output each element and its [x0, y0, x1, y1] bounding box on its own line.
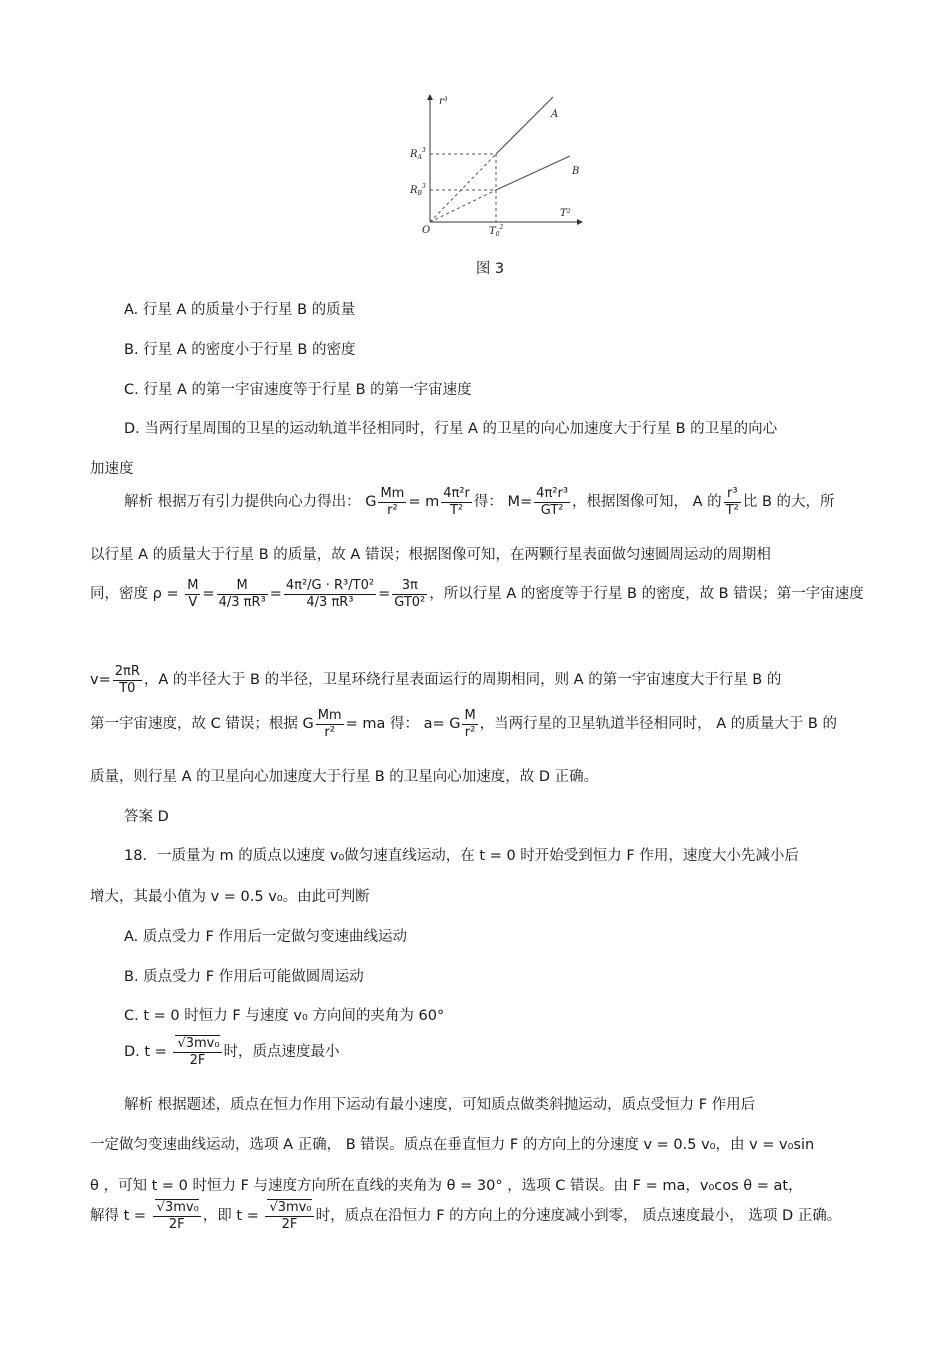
text: 解析 根据万有引力提供向心力得出： G [124, 494, 377, 511]
text: 解得 t = [90, 1208, 151, 1225]
text: 比 B 的大，所 [742, 494, 835, 511]
text: 同，密度 ρ = [90, 586, 184, 603]
q17-solution-line-5 [90, 708, 837, 740]
q17-option-b: B. 行星 A 的密度小于行星 B 的密度 [124, 342, 356, 358]
ra-label: $R_A^3$ [410, 147, 426, 161]
rb-label: $R_B^3$ [410, 183, 426, 197]
text: D. t = [124, 1044, 172, 1061]
q17-option-c: C. 行星 A 的第一宇宙速度等于行星 B 的第一宇宙速度 [124, 382, 472, 398]
q18-option-a: A. 质点受力 F 作用后一定做匀变速曲线运动 [124, 929, 407, 945]
text: 时，质点在沿恒力 F 的方向上的分速度减小到零， 质点速度最小， 选项 D 正确。 [315, 1208, 842, 1225]
line-b [496, 156, 570, 190]
fraction-time-1: $\frac{\text{√3mv₀}}{2F}$ [153, 1200, 201, 1232]
fraction-4pi2r-t2: $\frac{\text{4π²r}}{\text{T²}}$ [443, 486, 470, 518]
line-a [496, 97, 553, 154]
text: = ma 得： a= G [345, 716, 461, 733]
text: ，所以行星 A 的密度等于行星 B 的密度，故 B 错误；第一宇宙速度 [429, 586, 864, 603]
fraction-velocity: $\frac{2\pi R}{T0}$ [114, 664, 140, 696]
text: ，当两行星的卫星轨道半径相同时， A 的质量大于 B 的 [479, 716, 837, 733]
q18-stem: 18．一质量为 m 的质点以速度 v₀做匀速直线运动，在 t = 0 时开始受到恒力 F 作用，速度大小先减小后 [124, 848, 799, 864]
q17-option-d-cont: 加速度 [90, 461, 134, 477]
fraction-r3-t2: $\frac{\text{r³}}{\text{T²}}$ [725, 486, 739, 518]
line-b-label: B [572, 166, 580, 177]
q18-stem-cont: 增大，其最小值为 v = 0.5 v₀。由此可判断 [90, 889, 370, 905]
t0-label: $T_0^2$ [489, 224, 504, 238]
fraction-gravity: $\frac{Mm}{\text{r²}}$ [317, 708, 342, 740]
fraction-m-v: $\frac{M}{V}$ [187, 578, 199, 610]
text: 时，质点速度最小 [223, 1044, 340, 1061]
text: = m [408, 494, 440, 511]
q17-solution-line-3: 同，密度 ρ = $\frac{M}{V}$ = $\frac{M}{\text{4/3 πR³}}$ = $\frac{\text{4π²/G · R³/T0²}}{\text{4/3 πR³}}$ = $\frac{3\pi}{\text{GT0²}}$ ，所以行星 A 的密度等于行星 B 的密度，故 B 错误；第一宇宙速度 [90, 578, 864, 610]
y-axis-label: r³ [439, 96, 448, 107]
fraction-acceleration: $\frac{M}{\text{r²}}$ [464, 708, 476, 740]
q18-solution-line-1: 解析 根据题述，质点在恒力作用下运动有最小速度，可知质点做类斜抛运动，质点受恒力 F 作用后 [124, 1097, 756, 1113]
figure-caption: 图 3 [475, 261, 505, 277]
x-axis-arrow [577, 219, 583, 225]
x-axis-label: T² [560, 208, 571, 219]
origin-label: O [422, 225, 431, 236]
fraction-mass: $\frac{\text{4π²r³}}{\text{GT²}}$ [536, 486, 569, 518]
fraction-m-volume: $\frac{M}{\text{4/3 πR³}}$ [218, 578, 266, 610]
q18-solution-line-2: 一定做匀变速曲线运动，选项 A 正确， B 错误。质点在垂直恒力 F 的方向上的分速度 v = 0.5 v₀，由 v = v₀sin [90, 1137, 815, 1153]
line-b-dashed [430, 190, 496, 222]
fraction-time: $\frac{\text{√3mv₀}}{2F}$ [173, 1036, 221, 1068]
y-axis-arrow [427, 94, 433, 100]
text: ，即 t = [202, 1208, 264, 1225]
text: 得： M= [473, 494, 533, 511]
text: 第一宇宙速度，故 C 错误；根据 G [90, 716, 314, 733]
fraction-density-expanded: $\frac{\text{4π²/G · R³/T0²}}{\text{4/3 πR³}}$ [285, 578, 375, 610]
q18-solution-line-3: θ ，可知 t = 0 时恒力 F 与速度方向所在直线的夹角为 θ = 30° ，选项 C 错误。由 F = ma，v₀cos θ = at， [90, 1178, 803, 1194]
q17-option-d: D. 当两行星周围的卫星的运动轨道半径相同时，行星 A 的卫星的向心加速度大于行星 B 的卫星的向心 [124, 421, 778, 437]
line-a-label: A [551, 109, 559, 120]
q17-answer: 答案 D [124, 809, 169, 825]
fraction-density-result: $\frac{3\pi}{\text{GT0²}}$ [394, 578, 426, 610]
q17-option-a: A. 行星 A 的质量小于行星 B 的质量 [124, 302, 356, 318]
q18-option-c: C. t = 0 时恒力 F 与速度 v₀ 方向间的夹角为 60° [124, 1008, 445, 1024]
text: v= [90, 672, 111, 689]
q17-solution-line-4 [90, 664, 781, 696]
q17-solution-line-1 [124, 486, 835, 518]
r3-t2-graph [395, 88, 595, 248]
q17-solution-line-2: 以行星 A 的质量大于行星 B 的质量，故 A 错误；根据图像可知，在两颗行星表面做匀速圆周运动的周期相 [90, 547, 771, 563]
text: ，A 的半径大于 B 的半径，卫星环绕行星表面运行的周期相同，则 A 的第一宇宙速度大于行星 B 的 [143, 672, 782, 689]
q18-option-d [124, 1036, 340, 1068]
text: ，根据图像可知， A 的 [572, 494, 722, 511]
fraction-mm-r2: $\frac{Mm}{\text{r²}}$ [380, 486, 405, 518]
q17-solution-line-6: 质量，则行星 A 的卫星向心加速度大于行星 B 的卫星向心加速度，故 D 正确。 [90, 769, 599, 785]
q18-solution-line-4 [90, 1200, 841, 1232]
fraction-time-2: $\frac{\text{√3mv₀}}{2F}$ [265, 1200, 313, 1232]
q18-option-b: B. 质点受力 F 作用后可能做圆周运动 [124, 969, 364, 985]
line-a-dashed [430, 154, 496, 222]
